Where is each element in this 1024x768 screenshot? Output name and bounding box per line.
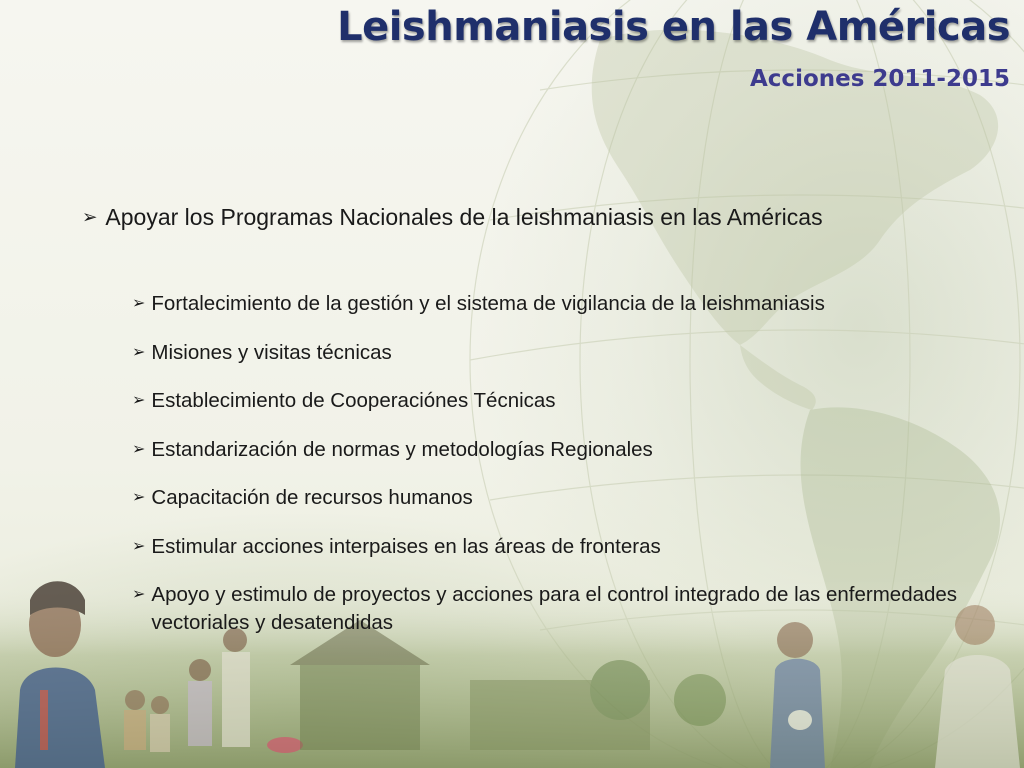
sub-bullet-item: [132, 533, 1012, 561]
sub-bullet-text: Establecimiento de Cooperaciónes Técnicas: [151, 389, 556, 412]
sub-bullet-text: Misiones y visitas técnicas: [151, 340, 392, 364]
sub-bullet-item: [132, 484, 1012, 512]
arrow-bullet-icon: ➢: [132, 440, 146, 458]
sub-bullet-text: Fortalecimiento de la gestión y el sistema de vigilancia de la leishmaniasis: [151, 292, 825, 315]
sub-bullet-text: Estandarización de normas y metodologías Regionales: [151, 437, 653, 461]
sub-bullet-item: [132, 290, 1012, 318]
arrow-bullet-icon: ➢: [132, 489, 146, 506]
sub-bullet-item: [132, 339, 1012, 367]
main-bullet-text: Apoyar los Programas Nacionales de la leishmaniasis en las Américas: [105, 204, 823, 230]
main-bullet: [82, 204, 823, 231]
sub-bullet-text: Capacitación de recursos humanos: [151, 486, 473, 509]
sub-bullet-text: Estimular acciones interpaises en las áreas de fronteras: [151, 534, 661, 558]
sub-bullet-list: [132, 290, 1012, 658]
slide-subtitle: Acciones 2011-2015: [750, 66, 1010, 92]
arrow-bullet-icon: ➢: [132, 343, 146, 361]
arrow-bullet-icon: ➢: [132, 295, 146, 312]
slide-title: Leishmaniasis en las Américas: [337, 4, 1010, 50]
arrow-bullet-icon: ➢: [82, 206, 98, 227]
arrow-bullet-icon: ➢: [132, 537, 146, 555]
arrow-bullet-icon: ➢: [132, 392, 146, 409]
sub-bullet-item: [132, 436, 1012, 464]
sub-bullet-item: [132, 581, 1012, 637]
sub-bullet-text: Apoyo y estimulo de proyectos y acciones para el control integrado de las enfermedades vectoriales y desatendidas: [151, 583, 958, 634]
sub-bullet-item: [132, 387, 1012, 415]
arrow-bullet-icon: ➢: [132, 586, 146, 603]
